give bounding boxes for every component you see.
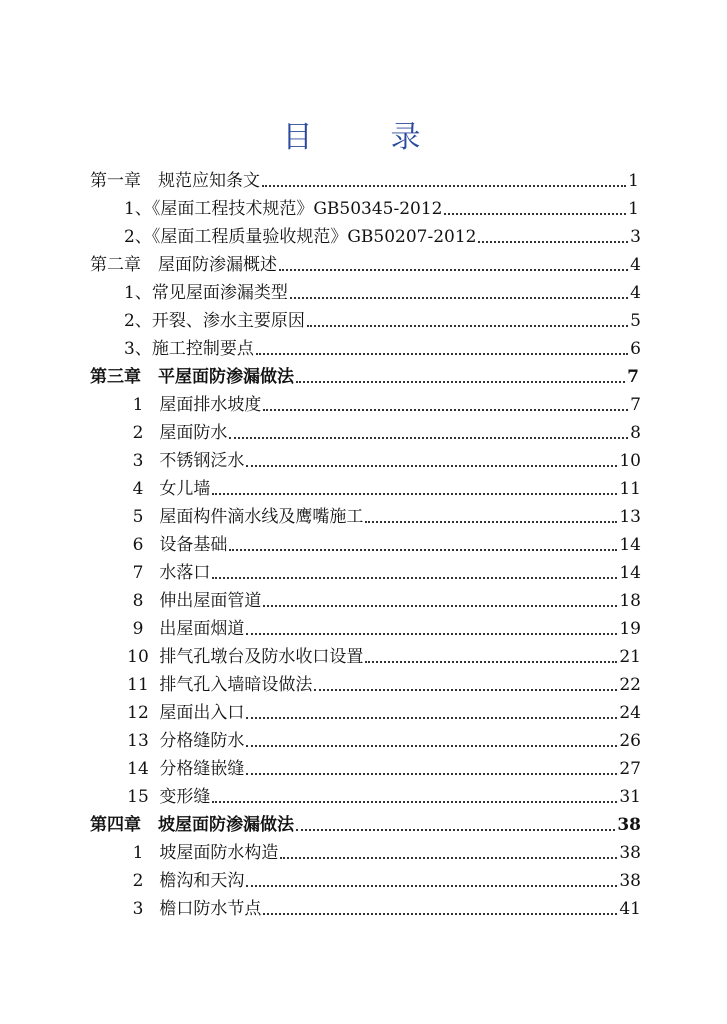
toc-entry-page: 41 xyxy=(619,899,641,919)
toc-entry-number: 10 xyxy=(127,647,149,667)
toc-entry[interactable] xyxy=(0,724,727,752)
dot-leader xyxy=(246,717,617,719)
toc-entry-number: 9 xyxy=(132,619,144,639)
dot-leader xyxy=(444,213,626,215)
toc-entry-page: 7 xyxy=(627,367,639,387)
toc-entry-number: 14 xyxy=(127,759,149,779)
toc-entry-chapter-1[interactable] xyxy=(0,164,727,192)
toc-entry[interactable] xyxy=(0,388,727,416)
toc-entry[interactable] xyxy=(0,556,727,584)
toc-entry-page: 8 xyxy=(630,423,641,443)
toc-entry-number: 8 xyxy=(132,591,144,611)
dot-leader xyxy=(307,325,628,327)
toc-entry[interactable] xyxy=(0,276,727,304)
toc-entry-number: 11 xyxy=(127,675,149,695)
toc-entry-text: 2、《屋面工程质量验收规范》GB50207-2012 xyxy=(124,227,477,247)
toc-entry-page: 38 xyxy=(619,843,641,863)
dot-leader xyxy=(229,549,617,551)
dot-leader xyxy=(212,577,617,579)
dot-leader xyxy=(229,437,628,439)
toc-entry[interactable] xyxy=(0,192,727,220)
toc-entry[interactable] xyxy=(0,836,727,864)
toc-entry-page: 14 xyxy=(619,563,641,583)
dot-leader xyxy=(246,465,617,467)
toc-entry[interactable] xyxy=(0,416,727,444)
toc-entry[interactable] xyxy=(0,528,727,556)
toc-entry-text: 屋面出入口 xyxy=(159,703,245,723)
toc-entry-number: 1 xyxy=(132,395,144,415)
toc-entry[interactable] xyxy=(0,696,727,724)
toc-entry-text: 分格缝防水 xyxy=(159,731,245,751)
toc-entry[interactable] xyxy=(0,220,727,248)
toc-entry-text: 女儿墙 xyxy=(159,479,211,499)
toc-entry-text: 屋面排水坡度 xyxy=(159,395,262,415)
dot-leader xyxy=(365,661,617,663)
dot-leader xyxy=(296,381,625,383)
toc-entry-number: 15 xyxy=(127,787,149,807)
toc-entry-page: 11 xyxy=(619,479,641,499)
dot-leader xyxy=(212,493,617,495)
dot-leader xyxy=(256,353,628,355)
toc-entry-text: 水落口 xyxy=(159,563,211,583)
toc-entry-text: 屋面构件滴水线及鹰嘴施工 xyxy=(159,507,364,527)
toc-entry-text: 第四章 坡屋面防渗漏做法 xyxy=(90,815,294,835)
toc-entry-number: 2 xyxy=(132,871,144,891)
toc-entry[interactable] xyxy=(0,584,727,612)
toc-entry-page: 27 xyxy=(619,759,641,779)
toc-entry-number: 2 xyxy=(132,423,144,443)
toc-entry-number: 4 xyxy=(132,479,144,499)
toc-entry-page: 10 xyxy=(619,451,641,471)
dot-leader xyxy=(314,689,617,691)
toc-entry-page: 26 xyxy=(619,731,641,751)
toc-entry-text: 伸出屋面管道 xyxy=(159,591,262,611)
toc-entry-page: 22 xyxy=(619,675,641,695)
toc-entry[interactable] xyxy=(0,304,727,332)
toc-entry-text: 2、开裂、渗水主要原因 xyxy=(124,311,305,331)
toc-entry-page: 14 xyxy=(619,535,641,555)
dot-leader xyxy=(246,745,617,747)
toc-entry-text: 檐口防水节点 xyxy=(159,899,262,919)
toc-entry-text: 3、施工控制要点 xyxy=(124,339,254,359)
toc-entry-text: 屋面防水 xyxy=(159,423,228,443)
toc-entry-text: 分格缝嵌缝 xyxy=(159,759,245,779)
toc-entry-number: 3 xyxy=(132,451,144,471)
toc-entry-number: 13 xyxy=(127,731,149,751)
toc-entry-text: 出屋面烟道 xyxy=(159,619,245,639)
toc-entry-page: 1 xyxy=(628,199,639,219)
toc-entry[interactable] xyxy=(0,472,727,500)
toc-entry-page: 38 xyxy=(619,871,641,891)
toc-entry[interactable] xyxy=(0,444,727,472)
toc-entry-chapter-2[interactable] xyxy=(0,248,727,276)
dot-leader xyxy=(296,829,615,831)
toc-entry-page: 38 xyxy=(617,815,641,835)
toc-entry-number: 12 xyxy=(127,703,149,723)
toc-entry-number: 6 xyxy=(132,535,144,555)
toc-entry-number: 7 xyxy=(132,563,144,583)
toc-entry[interactable] xyxy=(0,332,727,360)
toc-entry-text: 1、常见屋面渗漏类型 xyxy=(124,283,288,303)
toc-entry[interactable] xyxy=(0,668,727,696)
toc-entry-text: 檐沟和天沟 xyxy=(159,871,245,891)
toc-entry[interactable] xyxy=(0,640,727,668)
toc-entry[interactable] xyxy=(0,500,727,528)
toc-entry-number: 3 xyxy=(132,899,144,919)
toc-entry-number: 1 xyxy=(132,843,144,863)
toc-entry-page: 31 xyxy=(619,787,641,807)
toc-entry-page: 18 xyxy=(619,591,641,611)
toc-entry-text: 设备基础 xyxy=(159,535,228,555)
toc-entry-page: 13 xyxy=(619,507,641,527)
toc-entry-number: 5 xyxy=(132,507,144,527)
dot-leader xyxy=(263,409,628,411)
dot-leader xyxy=(246,633,617,635)
toc-entry-page: 21 xyxy=(619,647,641,667)
dot-leader xyxy=(246,773,617,775)
toc-entry-text: 坡屋面防水构造 xyxy=(159,843,279,863)
toc-entry[interactable] xyxy=(0,864,727,892)
dot-leader xyxy=(478,241,628,243)
toc-entry-text: 第二章 屋面防渗漏概述 xyxy=(90,255,277,275)
dot-leader xyxy=(290,297,628,299)
dot-leader xyxy=(365,521,617,523)
toc-entry-chapter-4[interactable] xyxy=(0,808,727,836)
toc-entry-page: 6 xyxy=(630,339,641,359)
dot-leader xyxy=(262,185,626,187)
toc-entry-text: 第一章 规范应知条文 xyxy=(90,171,260,191)
toc-entry-page: 24 xyxy=(619,703,641,723)
dot-leader xyxy=(263,913,617,915)
toc-entry-text: 1、《屋面工程技术规范》GB50345-2012 xyxy=(124,199,443,219)
toc-entry-page: 19 xyxy=(619,619,641,639)
toc-entry-text: 变形缝 xyxy=(159,787,211,807)
toc-entry-page: 5 xyxy=(630,311,641,331)
dot-leader xyxy=(279,269,628,271)
toc-entry-text: 排气孔墩台及防水收口设置 xyxy=(159,647,364,667)
toc-entry[interactable] xyxy=(0,780,727,808)
toc-entry-page: 1 xyxy=(628,171,639,191)
toc-entry-page: 3 xyxy=(630,227,641,247)
dot-leader xyxy=(246,885,617,887)
toc-entry-page: 4 xyxy=(630,255,641,275)
toc-entry[interactable] xyxy=(0,752,727,780)
toc-entry-chapter-3[interactable] xyxy=(0,360,727,388)
dot-leader xyxy=(263,605,617,607)
toc-entry-page: 7 xyxy=(630,395,641,415)
dot-leader xyxy=(212,801,617,803)
toc-entry-page: 4 xyxy=(630,283,641,303)
toc-entry-text: 第三章 平屋面防渗漏做法 xyxy=(90,367,294,387)
toc-entry-text: 不锈钢泛水 xyxy=(159,451,245,471)
dot-leader xyxy=(280,857,617,859)
toc-entry-text: 排气孔入墙暗设做法 xyxy=(159,675,313,695)
toc-title: 目 录 xyxy=(282,120,445,155)
toc-entry[interactable] xyxy=(0,892,727,920)
toc-entry[interactable] xyxy=(0,612,727,640)
